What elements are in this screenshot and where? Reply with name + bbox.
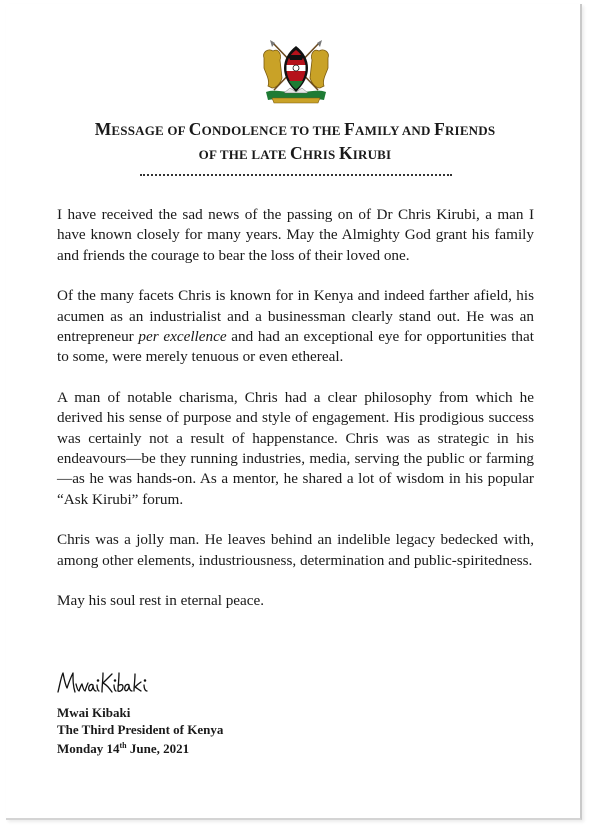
signature-text: MwaiKibaki [56, 668, 62, 669]
letter-body [57, 205, 534, 612]
paragraph-2: Of the many facets Chris is known for in Kenya and indeed farther afield, his acumen as an industrialist and a businessman clearly stand out. He was an entrepreneur per excellence and had an exceptional eye for opportunities that to some, were merely tenuous or even ethereal. [57, 287, 534, 366]
title-line-2: OF THE LATE CHRIS KIRUBI [198, 143, 392, 163]
paragraph-1: I have received the sad news of the passing on of Dr Chris Kirubi, a man I have known closely for many years. May the Almighty God grant his family and friends the courage to bear the loss of their loved one. [57, 206, 534, 264]
paragraph-4: Chris was a jolly man. He leaves behind an indelible legacy bedecked with, among other elements, industriousness, determination and public-spiritedness. [57, 531, 534, 569]
handwritten-signature [56, 668, 166, 696]
paragraph-5: May his soul rest in eternal peace. [57, 592, 265, 610]
dotted-divider [140, 174, 452, 176]
signatory-name: Mwai Kibaki [57, 705, 131, 720]
signoff-block [57, 705, 223, 758]
signatory-role: The Third President of Kenya [57, 721, 224, 737]
title-line-1: MESSAGE OF CONDOLENCE TO THE FAMILY AND FRIENDS [94, 119, 496, 139]
emphasis-text: per excellence [138, 328, 227, 346]
kenya-coat-of-arms-icon [258, 38, 334, 106]
letter-date: Monday 14th June, 2021 [57, 741, 190, 756]
document-title [40, 118, 550, 166]
paragraph-3: A man of notable charisma, Chris had a clear philosophy from which he derived his sense of purpose and style of engagement. His prodigious success was certainly not a result of happenstance. Chris was as strategic in his endeavours—be they running industries, media, serving the public or farming—as he was hands-on. As a mentor, he shared a lot of wisdom in his popular “Ask Kirubi” forum. [57, 388, 534, 508]
